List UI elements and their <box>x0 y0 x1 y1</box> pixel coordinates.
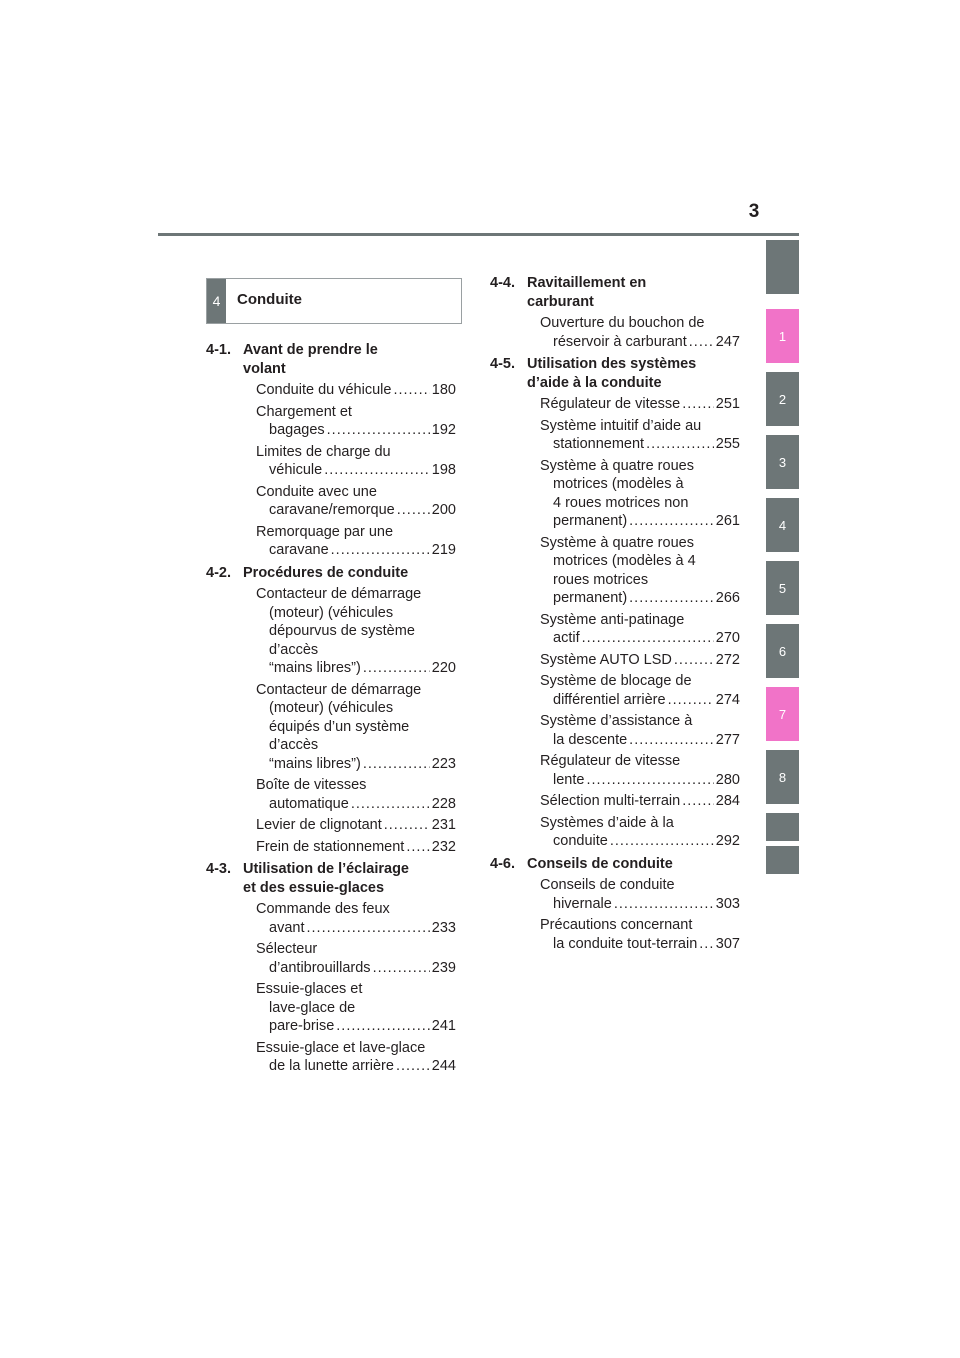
toc-entry[interactable] <box>206 381 456 400</box>
page-reference: 251 <box>715 396 740 412</box>
entry-text: Sélecteur <box>256 941 318 957</box>
section-number: 4-6. <box>490 855 515 872</box>
entry-text: caravane/remorque <box>269 502 395 518</box>
entry-text: Contacteur de démarrage <box>256 681 422 698</box>
section-title <box>243 564 456 583</box>
section-title <box>243 341 456 378</box>
page-reference: 274 <box>715 691 740 708</box>
dot-leader <box>629 731 714 750</box>
toc-entry[interactable] <box>206 838 456 857</box>
page-reference: 192 <box>431 422 456 438</box>
page-reference: 280 <box>715 771 740 788</box>
toc-entry[interactable] <box>490 712 740 749</box>
section-number: 4-1. <box>206 342 231 358</box>
toc-section <box>206 341 456 560</box>
section-number: 4-5. <box>490 356 515 372</box>
entry-text: permanent) <box>553 590 628 606</box>
page-reference: 255 <box>715 436 740 452</box>
entry-text: (moteur) (véhicules <box>269 604 394 621</box>
dot-leader <box>351 795 430 814</box>
section-title-line: volant <box>243 360 286 377</box>
entry-text: conduite <box>553 833 608 849</box>
toc-entry[interactable] <box>490 752 740 789</box>
toc-entry[interactable] <box>206 1039 456 1076</box>
page-reference: 261 <box>715 513 740 529</box>
toc-entry[interactable] <box>206 483 456 520</box>
dot-leader <box>324 461 430 480</box>
toc-entry[interactable] <box>490 395 740 414</box>
dot-leader <box>699 935 714 954</box>
page-reference: 292 <box>715 833 740 849</box>
dot-leader <box>610 832 714 851</box>
entry-text: Commande des feux <box>256 901 390 917</box>
toc-entry[interactable] <box>206 776 456 813</box>
section-title <box>243 860 456 897</box>
dot-leader <box>582 629 714 648</box>
dot-leader <box>682 792 714 811</box>
page-reference: 247 <box>715 333 740 350</box>
page-reference: 223 <box>431 755 456 772</box>
section-heading[interactable] <box>490 355 740 392</box>
dot-leader <box>614 895 714 914</box>
section-heading[interactable] <box>490 274 740 311</box>
page-reference: 198 <box>431 462 456 478</box>
entry-text: Système de blocage de <box>540 673 692 689</box>
entry-text: Essuie-glaces et <box>256 981 363 997</box>
toc-entry[interactable] <box>490 651 740 670</box>
entry-text: Système à quatre roues <box>540 534 694 551</box>
section-title <box>527 274 740 311</box>
dot-leader <box>363 755 430 774</box>
dot-leader <box>646 435 714 454</box>
section-title-line: Ravitaillement en <box>527 275 647 291</box>
page-reference: 284 <box>715 793 740 809</box>
page-reference: 231 <box>431 817 456 833</box>
entry-text: Conduite avec une <box>256 483 377 500</box>
entry-text: “mains libres”) <box>269 755 361 772</box>
section-number: 4-3. <box>206 861 231 877</box>
toc-section <box>490 355 740 851</box>
entry-text: Système AUTO LSD <box>540 651 672 668</box>
section-number: 4-2. <box>206 564 231 581</box>
page-reference: 228 <box>431 795 456 812</box>
entry-text: équipés d’un système <box>269 718 410 735</box>
toc-entry[interactable] <box>206 900 456 937</box>
page-reference: 200 <box>431 502 456 518</box>
dot-leader <box>586 771 713 790</box>
entry-text: Précautions concernant <box>540 917 693 933</box>
section-title <box>527 355 740 392</box>
page-number: 3 <box>748 201 760 222</box>
page-reference: 239 <box>431 959 456 976</box>
entry-text: Limites de charge du <box>256 443 391 460</box>
entry-text: permanent) <box>553 513 628 529</box>
toc-entry[interactable] <box>490 792 740 811</box>
section-title-line: Utilisation de l’éclairage <box>243 861 409 877</box>
entry-text: stationnement <box>553 436 645 452</box>
dot-leader <box>674 651 714 670</box>
toc-column-left <box>206 341 456 1080</box>
toc-entry[interactable] <box>490 534 740 608</box>
entry-text: Systèmes d’aide à la <box>540 814 674 831</box>
page-reference: 307 <box>715 935 740 952</box>
entry-text: de la lunette arrière <box>269 1058 394 1074</box>
entry-text: Levier de clignotant <box>256 817 382 833</box>
entry-text: pare-brise <box>269 1018 335 1034</box>
entry-text: lente <box>553 771 585 788</box>
entry-text: actif <box>553 630 580 646</box>
toc-entry[interactable] <box>206 816 456 835</box>
page-reference: 180 <box>431 382 456 398</box>
section-heading[interactable] <box>490 855 740 874</box>
entry-text: différentiel arrière <box>553 691 666 708</box>
section-title-line: Conseils de conduite <box>527 855 673 872</box>
page-reference: 266 <box>715 590 740 606</box>
chapter-header <box>206 278 462 324</box>
entry-text: Système d’assistance à <box>540 713 693 729</box>
page-reference: 270 <box>715 630 740 646</box>
entry-text: avant <box>269 919 305 936</box>
dot-leader <box>406 838 429 857</box>
entry-text: d’accès <box>269 641 319 658</box>
chapter-title: Conduite <box>237 291 302 308</box>
entry-text: la descente <box>553 731 628 748</box>
entry-text: caravane <box>269 542 329 558</box>
toc-entry[interactable] <box>490 814 740 851</box>
dot-leader <box>668 691 714 710</box>
toc-entry[interactable] <box>490 457 740 531</box>
dot-leader <box>629 589 714 608</box>
entry-text: Chargement et <box>256 403 352 420</box>
page-reference: 241 <box>431 1018 456 1034</box>
entry-text: Système intuitif d’aide au <box>540 417 702 434</box>
dot-leader <box>336 1017 430 1036</box>
toc-entry[interactable] <box>206 681 456 774</box>
section-title-line: Procédures de conduite <box>243 564 409 581</box>
toc-entry[interactable] <box>490 916 740 953</box>
chapter-tab-4[interactable]: 4 <box>766 498 799 552</box>
entry-text: Sélection multi-terrain <box>540 793 681 809</box>
dot-leader <box>689 333 714 352</box>
dot-leader <box>396 1057 430 1076</box>
entry-text: hivernale <box>553 895 612 912</box>
section-title-line: carburant <box>527 293 594 310</box>
toc-entry[interactable] <box>206 443 456 480</box>
section-number: 4-4. <box>490 275 515 291</box>
section-heading[interactable] <box>206 564 456 583</box>
entry-text: d’antibrouillards <box>269 959 371 976</box>
entry-text: la conduite tout-terrain <box>553 935 698 952</box>
entry-text: bagages <box>269 422 325 438</box>
entry-text: Conduite du véhicule <box>256 382 392 398</box>
chapter-tab-6[interactable]: 6 <box>766 624 799 678</box>
dot-leader <box>306 919 429 938</box>
toc-section <box>206 860 456 1076</box>
entry-text: Frein de stationnement <box>256 838 405 855</box>
entry-text: 4 roues motrices non <box>553 494 689 511</box>
entry-text: Essuie-glace et lave-glace <box>256 1039 426 1056</box>
toc-section <box>490 855 740 954</box>
entry-text: “mains libres”) <box>269 660 361 676</box>
entry-text: réservoir à carburant <box>553 333 687 350</box>
toc-section <box>490 274 740 351</box>
toc-entry[interactable] <box>206 523 456 560</box>
page-reference: 232 <box>431 838 456 855</box>
entry-text: lave-glace de <box>269 999 356 1016</box>
chapter-tab-1[interactable]: 1 <box>766 309 799 363</box>
dot-leader <box>629 512 714 531</box>
chapter-tab-blank[interactable] <box>766 813 799 841</box>
page-reference: 272 <box>715 651 740 668</box>
dot-leader <box>373 959 430 978</box>
chapter-tab-5[interactable]: 5 <box>766 561 799 615</box>
section-heading[interactable] <box>206 860 456 897</box>
page-reference: 244 <box>431 1058 456 1074</box>
chapter-tab-8[interactable]: 8 <box>766 750 799 804</box>
entry-text: Contacteur de démarrage <box>256 586 422 602</box>
toc-entry[interactable] <box>206 940 456 977</box>
toc-entry[interactable] <box>490 611 740 648</box>
entry-text: Boîte de vitesses <box>256 777 367 793</box>
entry-text: motrices (modèles à <box>553 476 684 492</box>
section-title-line: et des essuie-glaces <box>243 879 385 896</box>
entry-text: Régulateur de vitesse <box>540 396 681 412</box>
page-reference: 219 <box>431 542 456 558</box>
toc-entry[interactable] <box>490 417 740 454</box>
section-title <box>527 855 740 874</box>
dot-leader <box>327 421 430 440</box>
section-heading[interactable] <box>206 341 456 378</box>
toc-entry[interactable] <box>490 876 740 913</box>
chapter-tab-3[interactable]: 3 <box>766 435 799 489</box>
entry-text: Ouverture du bouchon de <box>540 315 705 331</box>
chapter-tab-2[interactable]: 2 <box>766 372 799 426</box>
entry-text: d’accès <box>269 737 319 753</box>
entry-text: Système anti-patinage <box>540 611 685 628</box>
page-reference: 220 <box>431 660 456 676</box>
entry-text: roues motrices <box>553 571 649 588</box>
entry-text: dépourvus de système <box>269 623 415 639</box>
toc-entry[interactable] <box>490 672 740 709</box>
entry-text: Conseils de conduite <box>540 877 675 893</box>
dot-leader <box>331 541 430 560</box>
top-rule <box>158 233 799 236</box>
section-title-line: Avant de prendre le <box>243 342 378 358</box>
toc-section <box>206 564 456 857</box>
dot-leader <box>397 501 430 520</box>
page-reference: 233 <box>431 919 456 936</box>
chapter-tab-blank[interactable] <box>766 240 799 294</box>
chapter-number: 4 <box>207 279 226 323</box>
dot-leader <box>682 395 714 414</box>
entry-text: Système à quatre roues <box>540 457 694 474</box>
section-title-line: Utilisation des systèmes <box>527 356 697 372</box>
toc-entry[interactable] <box>490 314 740 351</box>
dot-leader <box>384 816 430 835</box>
entry-text: (moteur) (véhicules <box>269 700 394 716</box>
entry-text: Remorquage par une <box>256 523 394 540</box>
toc-column-right <box>490 274 740 957</box>
dot-leader <box>363 659 430 678</box>
entry-text: motrices (modèles à 4 <box>553 553 696 569</box>
entry-text: automatique <box>269 795 349 812</box>
toc-entry[interactable] <box>206 980 456 1036</box>
entry-text: Régulateur de vitesse <box>540 753 681 769</box>
page-reference: 277 <box>715 731 740 748</box>
toc-entry[interactable] <box>206 585 456 678</box>
page-reference: 303 <box>715 895 740 912</box>
entry-text: véhicule <box>269 462 323 478</box>
chapter-tab-blank[interactable] <box>766 846 799 874</box>
toc-entry[interactable] <box>206 403 456 440</box>
section-title-line: d’aide à la conduite <box>527 374 662 391</box>
dot-leader <box>393 381 429 400</box>
chapter-tab-7[interactable]: 7 <box>766 687 799 741</box>
